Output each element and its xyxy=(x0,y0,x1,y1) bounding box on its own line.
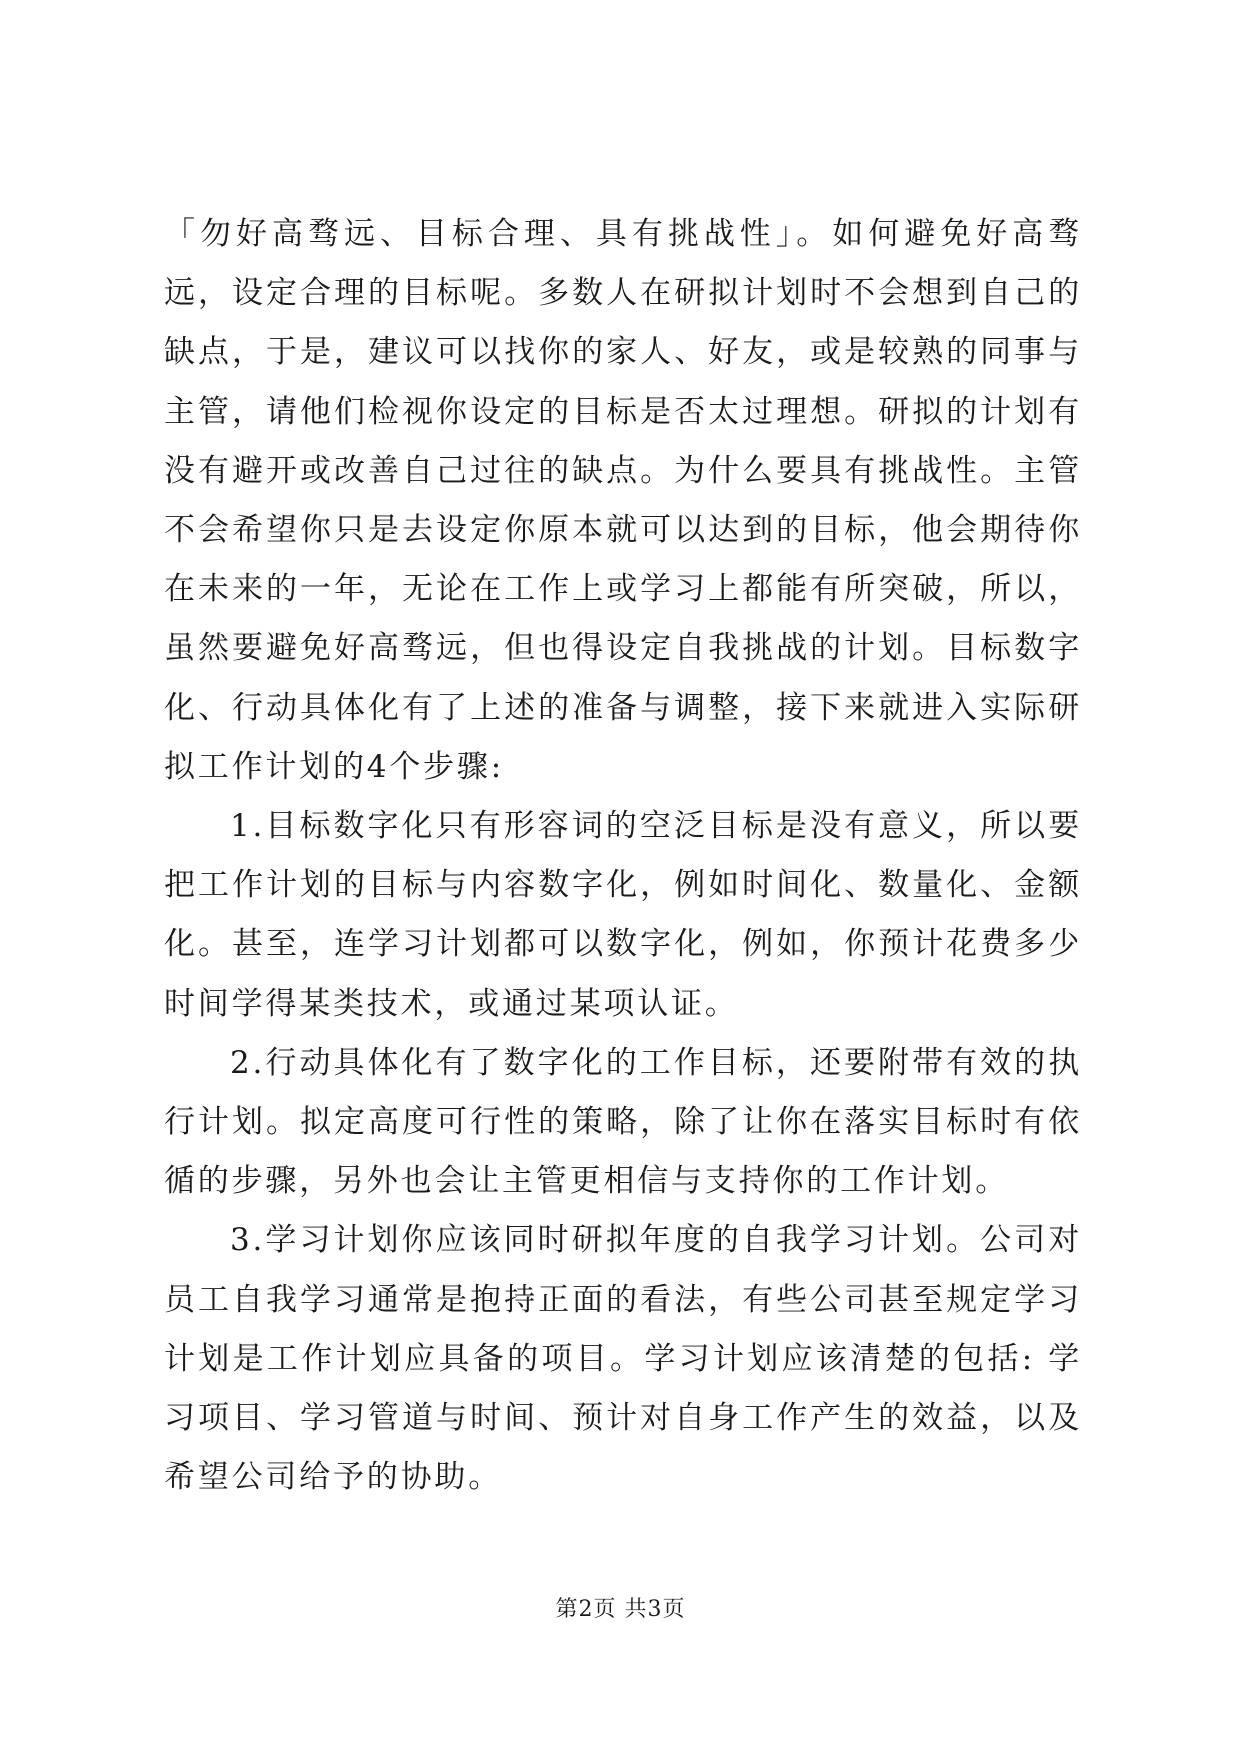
document-body xyxy=(164,205,1082,1507)
paragraph-step-1: 1.目标数字化只有形容词的空泛目标是没有意义，所以要把工作计划的目标与内容数字化，例如时间化、数量化、金额化。甚至，连学习计划都可以数字化，例如，你预计花费多少时间学得某类技术，或通过某项认证。 xyxy=(164,808,1082,1022)
paragraph-step-2: 2.行动具体化有了数字化的工作目标，还要附带有效的执行计划。拟定高度可行性的策略，除了让你在落实目标时有依循的步骤，另外也会让主管更相信与支持你的工作计划。 xyxy=(164,1044,1082,1200)
paragraph-intro: 「勿好高骛远、目标合理、具有挑战性」。如何避免好高骛远，设定合理的目标呢。多数人在研拟计划时不会想到自己的缺点，于是，建议可以找你的家人、好友，或是较熟的同事与主管，请他们检视你设定的目标是否太过理想。研拟的计划有没有避开或改善自己过往的缺点。为什么要具有挑战性。主管不会希望你只是去设定你原本就可以达到的目标，他会期待你在未来的一年，无论在工作上或学习上都能有所突破，所以，虽然要避免好高骛远，但也得设定自我挑战的计划。目标数字化、行动具体化有了上述的准备与调整，接下来就进入实际研拟工作计划的4个步骤: xyxy=(164,216,1082,785)
page-number-footer: 第2页 共3页 xyxy=(555,1597,686,1622)
paragraph-step-3: 3.学习计划你应该同时研拟年度的自我学习计划。公司对员工自我学习通常是抱持正面的看法，有些公司甚至规定学习计划是工作计划应具备的项目。学习计划应该清楚的包括: 学习项目、学习管道与时间、预计对自身工作产生的效益，以及希望公司给予的协助。 xyxy=(164,1222,1082,1496)
